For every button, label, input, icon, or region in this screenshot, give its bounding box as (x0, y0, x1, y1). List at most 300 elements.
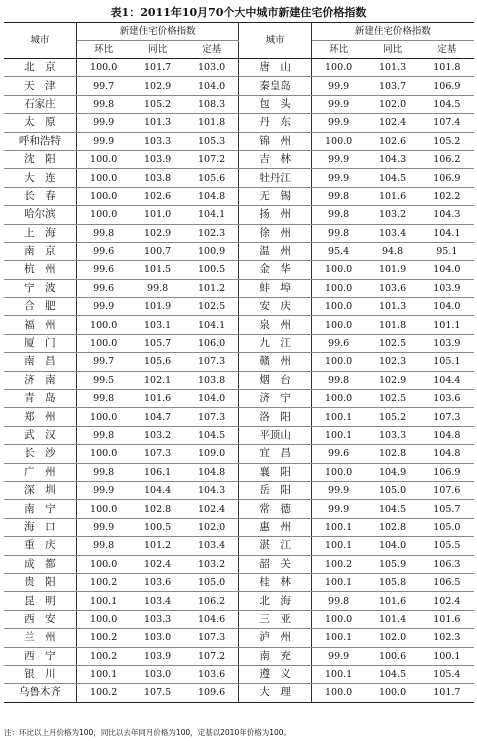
right-dingji-cell: 107.3 (420, 408, 474, 426)
right-city-cell: 北 海 (239, 592, 311, 610)
right-dingji-cell: 105.4 (420, 665, 474, 683)
left-city-cell: 南 宁 (4, 500, 76, 518)
table-row (4, 242, 474, 260)
right-city-cell: 牡丹江 (239, 169, 311, 187)
left-tongbi-cell: 99.8 (131, 279, 185, 297)
right-city-cell: 包 头 (239, 95, 311, 113)
right-city-cell: 常 德 (239, 500, 311, 518)
right-city-cell: 唐 山 (239, 59, 311, 77)
right-dingji-cell: 105.0 (420, 518, 474, 536)
left-huanbi-cell: 100.0 (76, 555, 130, 573)
left-huanbi-cell: 100.0 (76, 316, 130, 334)
right-huanbi-cell: 100.0 (311, 261, 365, 279)
table-row (4, 316, 474, 334)
left-tongbi-cell: 103.8 (131, 169, 185, 187)
right-city-cell: 锦 州 (239, 132, 311, 150)
left-city-cell: 哈尔滨 (4, 206, 76, 224)
table-row (4, 684, 474, 702)
right-tongbi-cell: 100.0 (365, 684, 419, 702)
left-dingji-cell: 108.3 (185, 95, 239, 113)
left-dingji-cell: 103.6 (185, 665, 239, 683)
left-city-cell: 天 津 (4, 77, 76, 95)
left-dingji-cell: 100.5 (185, 261, 239, 279)
right-tongbi-cell: 103.3 (365, 426, 419, 444)
left-city-cell: 长 沙 (4, 445, 76, 463)
right-city-cell: 洛 阳 (239, 408, 311, 426)
table-row (4, 261, 474, 279)
left-city-cell: 贵 阳 (4, 573, 76, 591)
left-huanbi-cell: 99.6 (76, 261, 130, 279)
left-city-cell: 济 南 (4, 371, 76, 389)
left-dingji-cell: 100.9 (185, 242, 239, 260)
right-tongbi-cell: 101.3 (365, 59, 419, 77)
right-huanbi-cell: 99.9 (311, 481, 365, 499)
right-huanbi-cell: 100.1 (311, 573, 365, 591)
left-huanbi-cell: 99.9 (76, 114, 130, 132)
table-row (4, 371, 474, 389)
header-city-left: 城市 (4, 23, 76, 59)
left-city-cell: 上 海 (4, 224, 76, 242)
left-dingji-cell: 103.2 (185, 555, 239, 573)
table-row (4, 647, 474, 665)
right-dingji-cell: 105.7 (420, 500, 474, 518)
right-dingji-cell: 101.7 (420, 684, 474, 702)
right-city-cell: 湛 江 (239, 537, 311, 555)
right-city-cell: 大 理 (239, 684, 311, 702)
right-huanbi-cell: 99.8 (311, 206, 365, 224)
left-tongbi-cell: 103.3 (131, 610, 185, 628)
right-city-cell: 三 亚 (239, 610, 311, 628)
right-tongbi-cell: 105.8 (365, 573, 419, 591)
left-dingji-cell: 107.3 (185, 408, 239, 426)
left-dingji-cell: 109.0 (185, 445, 239, 463)
table-row (4, 59, 474, 77)
left-tongbi-cell: 101.0 (131, 206, 185, 224)
left-city-cell: 杭 州 (4, 261, 76, 279)
right-city-cell: 丹 东 (239, 114, 311, 132)
right-huanbi-cell: 100.2 (311, 555, 365, 573)
left-tongbi-cell: 101.9 (131, 298, 185, 316)
right-city-cell: 温 州 (239, 242, 311, 260)
right-city-cell: 九 江 (239, 334, 311, 352)
left-dingji-cell: 102.0 (185, 518, 239, 536)
left-huanbi-cell: 100.2 (76, 573, 130, 591)
table-row (4, 629, 474, 647)
table-row (4, 353, 474, 371)
right-city-cell: 烟 台 (239, 371, 311, 389)
table-row (4, 573, 474, 591)
right-city-cell: 无 锡 (239, 187, 311, 205)
right-tongbi-cell: 105.2 (365, 408, 419, 426)
left-dingji-cell: 107.2 (185, 150, 239, 168)
right-dingji-cell: 101.1 (420, 316, 474, 334)
right-huanbi-cell: 100.0 (311, 316, 365, 334)
left-tongbi-cell: 105.2 (131, 95, 185, 113)
left-city-cell: 沈 阳 (4, 150, 76, 168)
table-row (4, 445, 474, 463)
right-dingji-cell: 102.3 (420, 629, 474, 647)
table-row (4, 408, 474, 426)
right-huanbi-cell: 99.9 (311, 500, 365, 518)
right-huanbi-cell: 100.0 (311, 279, 365, 297)
left-tongbi-cell: 103.0 (131, 629, 185, 647)
right-tongbi-cell: 105.0 (365, 481, 419, 499)
right-dingji-cell: 106.9 (420, 77, 474, 95)
left-dingji-cell: 104.1 (185, 206, 239, 224)
left-huanbi-cell: 100.0 (76, 169, 130, 187)
right-huanbi-cell: 99.6 (311, 445, 365, 463)
right-city-cell: 泉 州 (239, 316, 311, 334)
left-city-cell: 大 连 (4, 169, 76, 187)
left-huanbi-cell: 99.9 (76, 298, 130, 316)
left-dingji-cell: 104.0 (185, 77, 239, 95)
left-city-cell: 郑 州 (4, 408, 76, 426)
left-city-cell: 呼和浩特 (4, 132, 76, 150)
right-tongbi-cell: 104.3 (365, 150, 419, 168)
table-row (4, 77, 474, 95)
left-city-cell: 北 京 (4, 59, 76, 77)
right-tongbi-cell: 104.5 (365, 500, 419, 518)
left-dingji-cell: 106.0 (185, 334, 239, 352)
right-tongbi-cell: 102.9 (365, 371, 419, 389)
right-huanbi-cell: 99.8 (311, 371, 365, 389)
right-dingji-cell: 102.2 (420, 187, 474, 205)
right-city-cell: 赣 州 (239, 353, 311, 371)
left-tongbi-cell: 107.3 (131, 445, 185, 463)
left-city-cell: 昆 明 (4, 592, 76, 610)
left-huanbi-cell: 100.2 (76, 647, 130, 665)
left-huanbi-cell: 100.0 (76, 150, 130, 168)
right-tongbi-cell: 103.2 (365, 206, 419, 224)
right-tongbi-cell: 101.4 (365, 610, 419, 628)
footnote: 注：环比以上月价格为100，同比以去年同月价格为100，定基以2010年价格为100。 (4, 728, 292, 737)
table-row (4, 518, 474, 536)
right-huanbi-cell: 99.9 (311, 169, 365, 187)
right-city-cell: 平顶山 (239, 426, 311, 444)
table-row (4, 390, 474, 408)
header-tongbi-left: 同比 (131, 41, 185, 59)
right-tongbi-cell: 102.0 (365, 95, 419, 113)
price-index-table (4, 22, 474, 703)
left-huanbi-cell: 99.8 (76, 463, 130, 481)
right-tongbi-cell: 102.6 (365, 132, 419, 150)
left-huanbi-cell: 100.0 (76, 59, 130, 77)
left-tongbi-cell: 101.3 (131, 114, 185, 132)
right-huanbi-cell: 100.0 (311, 610, 365, 628)
left-huanbi-cell: 100.0 (76, 408, 130, 426)
left-tongbi-cell: 100.5 (131, 518, 185, 536)
right-huanbi-cell: 99.8 (311, 592, 365, 610)
left-tongbi-cell: 103.1 (131, 316, 185, 334)
left-dingji-cell: 105.0 (185, 573, 239, 591)
right-city-cell: 宜 昌 (239, 445, 311, 463)
left-huanbi-cell: 100.1 (76, 592, 130, 610)
right-city-cell: 岳 阳 (239, 481, 311, 499)
left-huanbi-cell: 99.9 (76, 481, 130, 499)
right-huanbi-cell: 95.4 (311, 242, 365, 260)
left-huanbi-cell: 100.2 (76, 684, 130, 702)
right-tongbi-cell: 102.3 (365, 353, 419, 371)
left-city-cell: 深 圳 (4, 481, 76, 499)
right-dingji-cell: 106.5 (420, 573, 474, 591)
left-dingji-cell: 104.0 (185, 390, 239, 408)
left-huanbi-cell: 99.9 (76, 132, 130, 150)
left-tongbi-cell: 103.4 (131, 592, 185, 610)
left-city-cell: 银 川 (4, 665, 76, 683)
left-city-cell: 兰 州 (4, 629, 76, 647)
table-row (4, 206, 474, 224)
left-huanbi-cell: 99.5 (76, 371, 130, 389)
left-huanbi-cell: 100.0 (76, 610, 130, 628)
left-huanbi-cell: 100.0 (76, 334, 130, 352)
left-tongbi-cell: 103.0 (131, 665, 185, 683)
left-city-cell: 石家庄 (4, 95, 76, 113)
header-huanbi-right: 环比 (311, 41, 365, 59)
right-huanbi-cell: 99.9 (311, 647, 365, 665)
right-tongbi-cell: 103.4 (365, 224, 419, 242)
right-huanbi-cell: 100.1 (311, 518, 365, 536)
left-huanbi-cell: 99.8 (76, 426, 130, 444)
right-huanbi-cell: 100.1 (311, 426, 365, 444)
right-dingji-cell: 101.6 (420, 610, 474, 628)
right-dingji-cell: 106.2 (420, 150, 474, 168)
left-city-cell: 福 州 (4, 316, 76, 334)
header-huanbi-left: 环比 (76, 41, 130, 59)
table-row (4, 150, 474, 168)
right-huanbi-cell: 100.0 (311, 298, 365, 316)
table-row (4, 224, 474, 242)
left-dingji-cell: 105.6 (185, 169, 239, 187)
left-huanbi-cell: 99.8 (76, 95, 130, 113)
table-row (4, 426, 474, 444)
left-tongbi-cell: 106.1 (131, 463, 185, 481)
left-city-cell: 西 宁 (4, 647, 76, 665)
right-city-cell: 襄 阳 (239, 463, 311, 481)
left-dingji-cell: 103.0 (185, 59, 239, 77)
table-row (4, 169, 474, 187)
left-dingji-cell: 104.8 (185, 463, 239, 481)
right-city-cell: 吉 林 (239, 150, 311, 168)
left-huanbi-cell: 99.8 (76, 537, 130, 555)
left-dingji-cell: 102.5 (185, 298, 239, 316)
left-tongbi-cell: 103.9 (131, 647, 185, 665)
right-city-cell: 泸 州 (239, 629, 311, 647)
left-city-cell: 青 岛 (4, 390, 76, 408)
right-dingji-cell: 107.6 (420, 481, 474, 499)
right-huanbi-cell: 100.0 (311, 390, 365, 408)
right-tongbi-cell: 102.8 (365, 445, 419, 463)
right-city-cell: 扬 州 (239, 206, 311, 224)
left-dingji-cell: 105.3 (185, 132, 239, 150)
right-city-cell: 惠 州 (239, 518, 311, 536)
left-city-cell: 成 都 (4, 555, 76, 573)
header-tongbi-right: 同比 (365, 41, 419, 59)
right-huanbi-cell: 100.0 (311, 132, 365, 150)
right-huanbi-cell: 100.0 (311, 353, 365, 371)
left-huanbi-cell: 99.7 (76, 77, 130, 95)
table-body (4, 59, 474, 703)
table-row (4, 114, 474, 132)
right-tongbi-cell: 102.0 (365, 629, 419, 647)
left-city-cell: 广 州 (4, 463, 76, 481)
left-tongbi-cell: 101.6 (131, 390, 185, 408)
left-dingji-cell: 107.3 (185, 629, 239, 647)
right-dingji-cell: 102.4 (420, 592, 474, 610)
left-dingji-cell: 102.4 (185, 500, 239, 518)
right-huanbi-cell: 99.8 (311, 224, 365, 242)
left-tongbi-cell: 102.9 (131, 77, 185, 95)
header-dingji-left: 定基 (185, 41, 239, 59)
right-city-cell: 南 充 (239, 647, 311, 665)
left-city-cell: 西 安 (4, 610, 76, 628)
right-tongbi-cell: 102.5 (365, 334, 419, 352)
left-dingji-cell: 103.8 (185, 371, 239, 389)
header-dingji-right: 定基 (420, 41, 474, 59)
left-tongbi-cell: 104.4 (131, 481, 185, 499)
left-tongbi-cell: 105.6 (131, 353, 185, 371)
right-city-cell: 秦皇岛 (239, 77, 311, 95)
header-city-right: 城市 (239, 23, 311, 59)
left-tongbi-cell: 103.3 (131, 132, 185, 150)
left-tongbi-cell: 103.9 (131, 150, 185, 168)
left-huanbi-cell: 99.8 (76, 390, 130, 408)
table-row (4, 95, 474, 113)
table-row (4, 592, 474, 610)
right-dingji-cell: 103.9 (420, 334, 474, 352)
right-huanbi-cell: 100.1 (311, 665, 365, 683)
left-city-cell: 厦 门 (4, 334, 76, 352)
right-tongbi-cell: 100.6 (365, 647, 419, 665)
right-dingji-cell: 105.2 (420, 132, 474, 150)
right-huanbi-cell: 100.0 (311, 684, 365, 702)
right-huanbi-cell: 100.1 (311, 629, 365, 647)
left-dingji-cell: 107.3 (185, 353, 239, 371)
right-tongbi-cell: 102.5 (365, 390, 419, 408)
left-dingji-cell: 106.2 (185, 592, 239, 610)
right-tongbi-cell: 103.6 (365, 279, 419, 297)
left-tongbi-cell: 107.5 (131, 684, 185, 702)
header-index-group-left: 新建住宅价格指数 (76, 23, 239, 41)
right-huanbi-cell: 99.9 (311, 95, 365, 113)
table-row (4, 665, 474, 683)
right-city-cell: 徐 州 (239, 224, 311, 242)
right-city-cell: 安 庆 (239, 298, 311, 316)
right-dingji-cell: 104.5 (420, 95, 474, 113)
right-huanbi-cell: 99.9 (311, 77, 365, 95)
left-dingji-cell: 102.3 (185, 224, 239, 242)
table-row (4, 555, 474, 573)
right-dingji-cell: 106.9 (420, 169, 474, 187)
right-huanbi-cell: 100.1 (311, 408, 365, 426)
left-city-cell: 合 肥 (4, 298, 76, 316)
right-huanbi-cell: 99.9 (311, 114, 365, 132)
left-dingji-cell: 104.1 (185, 316, 239, 334)
right-dingji-cell: 104.0 (420, 298, 474, 316)
table-row (4, 298, 474, 316)
left-city-cell: 南 京 (4, 242, 76, 260)
table-row (4, 279, 474, 297)
right-huanbi-cell: 100.0 (311, 463, 365, 481)
left-huanbi-cell: 100.0 (76, 187, 130, 205)
left-city-cell: 海 口 (4, 518, 76, 536)
left-city-cell: 武 汉 (4, 426, 76, 444)
table-row (4, 463, 474, 481)
left-tongbi-cell: 102.9 (131, 224, 185, 242)
right-huanbi-cell: 100.0 (311, 59, 365, 77)
left-tongbi-cell: 103.6 (131, 573, 185, 591)
left-huanbi-cell: 99.8 (76, 224, 130, 242)
right-dingji-cell: 105.5 (420, 537, 474, 555)
left-tongbi-cell: 105.7 (131, 334, 185, 352)
right-dingji-cell: 103.9 (420, 279, 474, 297)
left-city-cell: 重 庆 (4, 537, 76, 555)
left-city-cell: 宁 波 (4, 279, 76, 297)
right-tongbi-cell: 104.9 (365, 463, 419, 481)
right-tongbi-cell: 105.9 (365, 555, 419, 573)
left-tongbi-cell: 101.2 (131, 537, 185, 555)
left-tongbi-cell: 103.2 (131, 426, 185, 444)
right-tongbi-cell: 94.8 (365, 242, 419, 260)
right-dingji-cell: 104.3 (420, 206, 474, 224)
left-tongbi-cell: 102.8 (131, 500, 185, 518)
left-huanbi-cell: 99.6 (76, 279, 130, 297)
table-row (4, 610, 474, 628)
right-tongbi-cell: 104.5 (365, 169, 419, 187)
left-huanbi-cell: 100.1 (76, 665, 130, 683)
left-city-cell: 乌鲁木齐 (4, 684, 76, 702)
right-dingji-cell: 104.4 (420, 371, 474, 389)
left-tongbi-cell: 102.4 (131, 555, 185, 573)
right-city-cell: 金 华 (239, 261, 311, 279)
left-tongbi-cell: 104.7 (131, 408, 185, 426)
table-title: 表1：2011年10月70个大中城市新建住宅价格指数 (110, 6, 367, 19)
right-city-cell: 桂 林 (239, 573, 311, 591)
right-dingji-cell: 95.1 (420, 242, 474, 260)
left-city-cell: 长 春 (4, 187, 76, 205)
left-tongbi-cell: 102.6 (131, 187, 185, 205)
left-huanbi-cell: 99.6 (76, 242, 130, 260)
right-dingji-cell: 104.8 (420, 445, 474, 463)
right-dingji-cell: 104.8 (420, 426, 474, 444)
right-tongbi-cell: 102.4 (365, 114, 419, 132)
left-dingji-cell: 107.2 (185, 647, 239, 665)
left-tongbi-cell: 101.7 (131, 59, 185, 77)
left-huanbi-cell: 99.9 (76, 518, 130, 536)
right-dingji-cell: 100.1 (420, 647, 474, 665)
right-tongbi-cell: 101.6 (365, 592, 419, 610)
left-huanbi-cell: 99.7 (76, 353, 130, 371)
right-dingji-cell: 101.8 (420, 59, 474, 77)
left-tongbi-cell: 102.1 (131, 371, 185, 389)
header-index-group-right: 新建住宅价格指数 (311, 23, 474, 41)
right-dingji-cell: 103.6 (420, 390, 474, 408)
right-city-cell: 蚌 埠 (239, 279, 311, 297)
table-row (4, 187, 474, 205)
right-tongbi-cell: 101.3 (365, 298, 419, 316)
right-tongbi-cell: 103.7 (365, 77, 419, 95)
right-huanbi-cell: 100.1 (311, 537, 365, 555)
left-dingji-cell: 104.5 (185, 426, 239, 444)
right-city-cell: 韶 关 (239, 555, 311, 573)
right-tongbi-cell: 104.5 (365, 665, 419, 683)
table-row (4, 500, 474, 518)
left-tongbi-cell: 101.5 (131, 261, 185, 279)
table-row (4, 132, 474, 150)
right-city-cell: 遵 义 (239, 665, 311, 683)
left-dingji-cell: 104.3 (185, 481, 239, 499)
table-row (4, 537, 474, 555)
left-dingji-cell: 104.8 (185, 187, 239, 205)
